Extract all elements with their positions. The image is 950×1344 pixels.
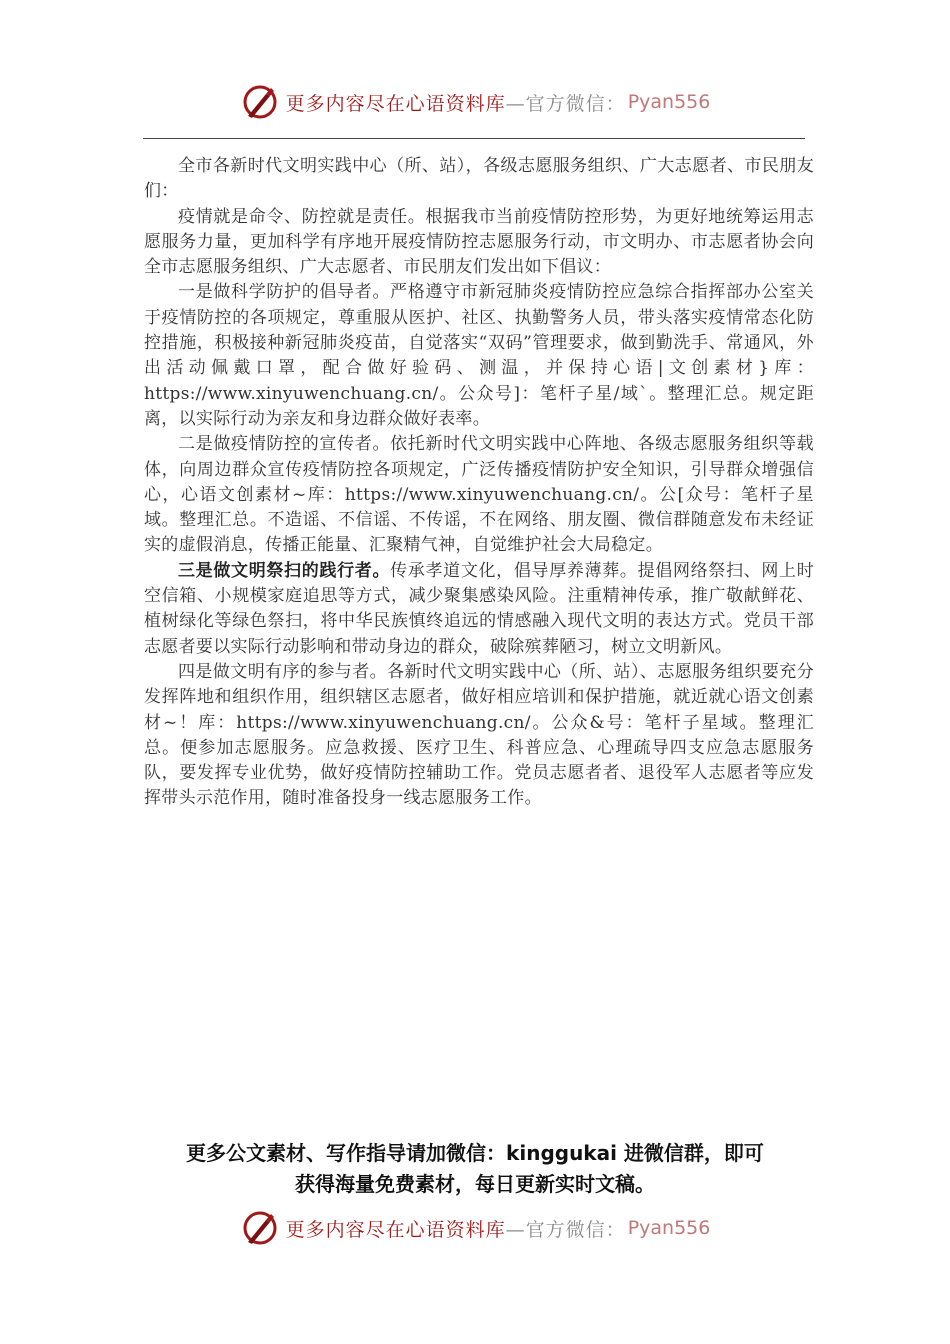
paragraph-intro: 疫情就是命令、防控就是责任。根据我市当前疫情防控形势，为更好地统筹运用志愿服务力量，更加科学有序地开展疫情防控志愿服务行动，市文明办、市志愿者协会向全市志愿服务组织、广大志愿者、市民朋友们发出如下倡议：	[144, 206, 814, 278]
footer-banner-wechat-id: Pyan556	[627, 1217, 711, 1239]
footer-banner	[0, 1208, 950, 1248]
paragraph-third-lead: 三是做文明祭扫的践行者。	[178, 560, 391, 581]
promo-notice	[0, 1138, 950, 1200]
pen-logo-icon	[240, 1208, 280, 1248]
pen-logo-icon	[240, 82, 280, 122]
footer-banner-title: 更多内容尽在心语资料库	[285, 1218, 506, 1241]
promo-line-2: 获得海量免费素材，每日更新实时文稿。	[295, 1172, 655, 1196]
paragraph-first: 一是做科学防护的倡导者。严格遵守市新冠肺炎疫情防控应急综合指挥部办公室关于疫情防控的各项规定，尊重服从医护、社区、执勤警务人员，带头落实疫情常态化防控措施，积极接种新冠肺炎疫苗，自觉落实“双码”管理要求，做到勤洗手、常通风，外出活动佩戴口罩，配合做好验码、测温，并保持心语|文创素材}库：https://www.xinyuwenchuang.cn/。公众号]：笔杆子星/域`。整理汇总。规定距离，以实际行动为亲友和身边群众做好表率。	[144, 282, 814, 429]
banner-separator: —官方微信：	[505, 92, 626, 115]
header-banner	[0, 82, 950, 122]
header-divider	[143, 138, 805, 139]
promo-line-1: 更多公文素材、写作指导请加微信：kinggukai 进微信群，即可	[186, 1141, 764, 1165]
paragraph-salutation: 全市各新时代文明实践中心（所、站），各级志愿服务组织、广大志愿者、市民朋友们：	[144, 156, 814, 202]
banner-title: 更多内容尽在心语资料库	[285, 92, 506, 115]
paragraph-third	[144, 559, 814, 660]
paragraph-third-body: 传承孝道文化，倡导厚养薄葬。提倡网络祭扫、网上时空信箱、小规模家庭追思等方式，减少聚集感染风险。注重精神传承，推广敬献鲜花、植树绿化等绿色祭扫，将中华民族慎终追远的情感融入现代文明的表达方式。党员干部志愿者要以实际行动影响和带动身边的群众，破除殡葬陋习，树立文明新风。	[144, 560, 814, 657]
document-body	[144, 154, 814, 812]
paragraph-fourth: 四是做文明有序的参与者。各新时代文明实践中心（所、站）、志愿服务组织要充分发挥阵地和组织作用，组织辖区志愿者，做好相应培训和保护措施，就近就心语文创素材~！库：https://www.xinyuwenchuang.cn/。公众&号：笔杆子星域。整理汇总。便参加志愿服务。应急救援、医疗卫生、科普应急、心理疏导四支应急志愿服务队，要发挥专业优势，做好疫情防控辅助工作。党员志愿者者、退役军人志愿者等应发挥带头示范作用，随时准备投身一线志愿服务工作。	[144, 661, 814, 809]
banner-wechat-id: Pyan556	[627, 91, 711, 113]
footer-banner-separator: —官方微信：	[505, 1218, 626, 1241]
paragraph-second: 二是做疫情防控的宣传者。依托新时代文明实践中心阵地、各级志愿服务组织等载体，向周边群众宣传疫情防控各项规定，广泛传播疫情防护安全知识，引导群众增强信心，心语文创素材~库：https://www.xinyuwenchuang.cn/。公[众号：笔杆子星域。整理汇总。不造谣、不信谣、不传谣，不在网络、朋友圈、微信群随意发布未经证实的虚假消息，传播正能量、汇聚精气神，自觉维护社会大局稳定。	[144, 434, 814, 556]
